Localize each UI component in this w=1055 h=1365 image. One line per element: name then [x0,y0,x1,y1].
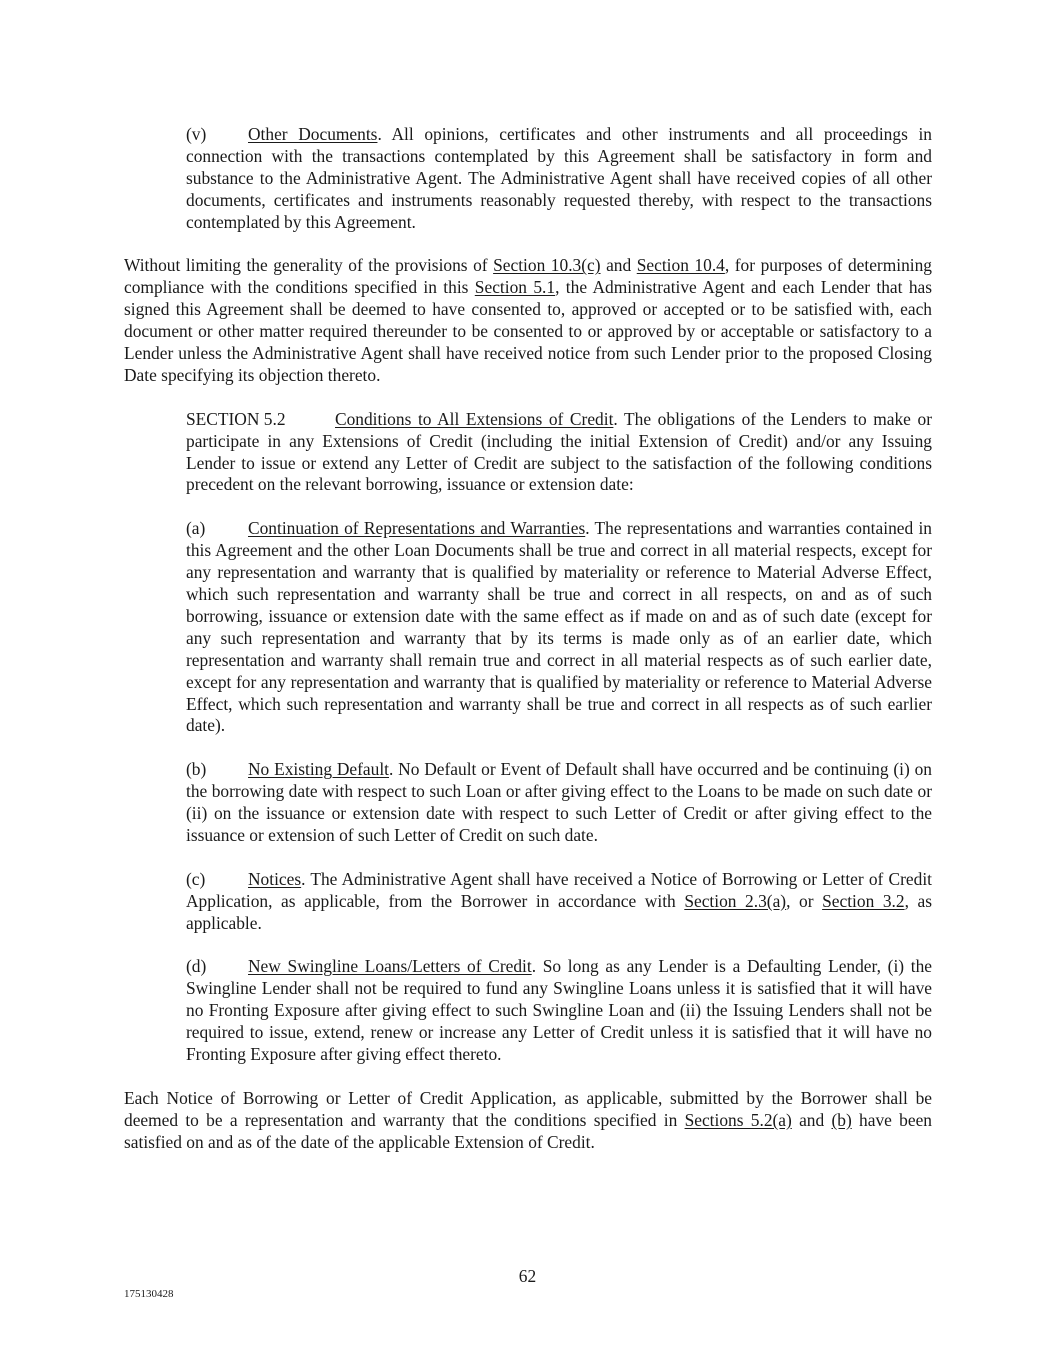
paragraph-label: (a) [186,518,206,539]
document-page [124,124,932,1153]
paragraph-text: . All opinions, certificates and other instruments and all proceedings in connection with the transactions contemplated by this Agreement shall be satisfactory in form and substance to the Administrative Agent. The Administrative Agent shall have received copies of all other documents, certificates and instruments reasonably requested thereby, with respect to the transactions contemplated by this Agreement. [186,124,933,232]
paragraph-heading: Other Documents [248,124,378,144]
paragraph-label: (c) [186,868,206,889]
section-reference: (b) [831,1109,852,1130]
paragraph-v [186,124,932,234]
paragraph-label: (b) [186,759,207,780]
section-text: . The obligations of the Lenders to make or participate in any Extensions of Credit (including the initial Extension of Credit) and/or any Issuing Lender to issue or extend any Letter of Credit are subject to the satisfaction of the following conditions precedent on the relevant borrowing, issuance or extension date: [186,408,932,495]
document-id: 175130428 [124,1288,174,1300]
paragraph-label: (v) [186,124,207,144]
section-reference: Sections 5.2(a) [684,1109,792,1130]
paragraph-text: . So long as any Lender is a Defaulting Lender, (i) the Swingline Lender shall not be required to fund any Swingline Loans unless it is satisfied that it will have no Fronting Exposure after giving effect to such Swingline Loan and (ii) the Issuing Lenders shall not be required to issue, extend, renew or increase any Letter of Credit unless it is satisfied that it will have no Fronting Exposure after giving effect thereto. [186,956,932,1064]
paragraph-d [124,956,932,1066]
paragraph-heading: New Swingline Loans/Letters of Credit [248,956,532,977]
section-reference: Section 5.1 [474,277,556,298]
paragraph-heading: Continuation of Representations and Warranties [248,518,586,539]
paragraph-text: . The representations and warranties contained in this Agreement and the other Loan Documents shall be true and correct in all material respects, except for any representation and warranty that is qualified by materiality or reference to Material Adverse Effect, which such representation and warranty shall be true and correct in all respects, on and as of such borrowing, issuance or extension date with the same effect as if made on and as of such date (except for any such representation and warranty that by its terms is made only as of an earlier date, which representation and warranty shall remain true and correct in all material respects as of such earlier date, except for any representation and warranty that is qualified by materiality or reference to Material Adverse Effect, which such representation and warranty shall be true and correct in all respects as of such earlier date). [186,518,932,736]
paragraph-text: . No Default or Event of Default shall have occurred and be continuing (i) on the borrowing date with respect to such Loan or after giving effect to the Loans to be made on such date or (ii) on the issuance or extension date with respect to such Letter of Credit or after giving effect to the issuance or extension of such Letter of Credit on such date. [186,759,932,845]
section-reference: Section 10.4 [636,255,725,276]
paragraph-heading: Notices [248,868,302,889]
paragraph-heading: No Existing Default [248,759,389,780]
section-heading: Conditions to All Extensions of Credit [335,408,614,429]
page-number: 62 [518,1266,537,1286]
section-reference: Section 2.3(a) [684,890,787,911]
paragraph-without-limiting: Without limiting the generality of the provisions of Section 10.3(c) and Section 10.4, for purposes of determining compliance with the conditions specified in this Section 5.1, the Administrative Agent and each Lender that has signed this Agreement shall be deemed to have consented to, approved or accepted or to be satisfied with, each document or other matter required thereunder to be consented to or approved by or acceptable or satisfactory to a Lender unless the Administrative Agent shall have received notice from such Lender prior to the proposed Closing Date specifying its objection thereto. [124,255,933,385]
paragraph-label: (d) [186,956,207,977]
paragraph-b [124,759,932,847]
paragraph-a [124,518,932,737]
section-number: SECTION 5.2 [186,408,286,429]
paragraph-c: (c) Notices. The Administrative Agent shall have received a Notice of Borrowing or Letter of Credit Application, as applicable, from the Borrower in accordance with Section 2.3(a), or Section 3.2, as applicable. [186,868,933,933]
section-reference: Section 3.2 [822,890,905,911]
section-5-2 [124,409,932,497]
section-reference: Section 10.3(c) [493,255,601,276]
paragraph-each-notice: Each Notice of Borrowing or Letter of Credit Application, as applicable, submitted by the Borrower shall be deemed to be a representation and warranty that the conditions specified in Sections 5.2(a) and (b) have been satisfied on and as of the date of the applicable Extension of Credit. [124,1087,932,1152]
